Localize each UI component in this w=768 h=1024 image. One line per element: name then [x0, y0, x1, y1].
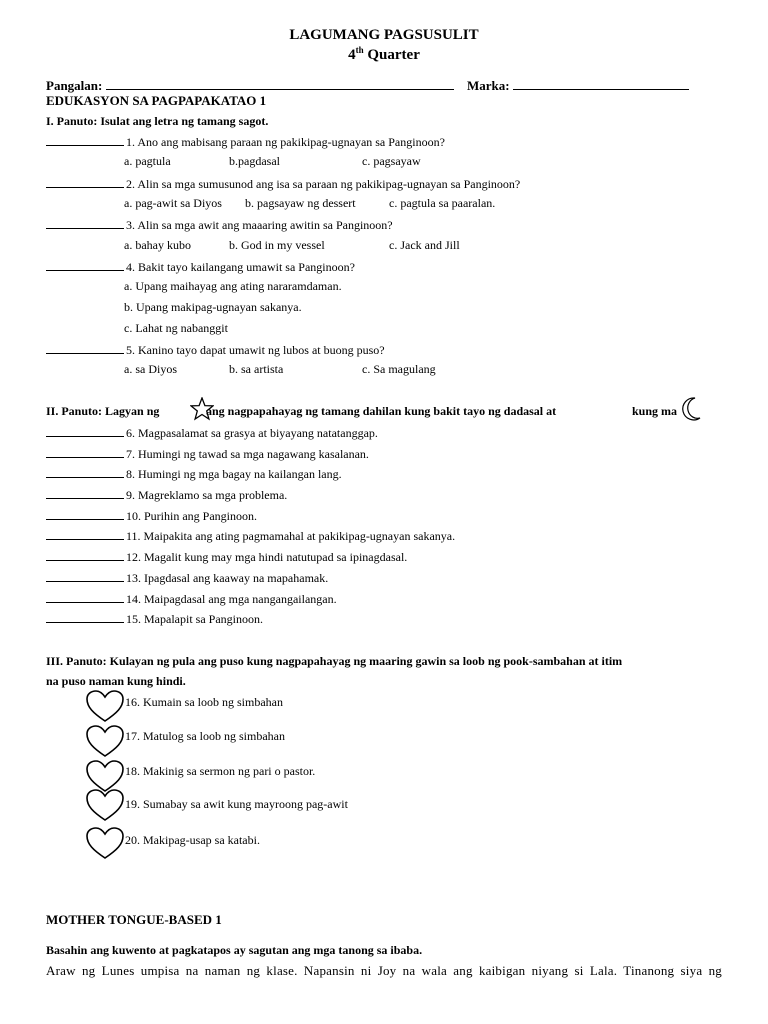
choice: c. Lahat ng nabanggit [124, 321, 228, 335]
item-9: 9. Magreklamo sa mga problema. [46, 487, 287, 503]
item-20: 20. Makipag-usap sa katabi. [125, 833, 260, 847]
exam-title: LAGUMANG PAGSUSULIT [289, 27, 479, 43]
item-19: 19. Sumabay sa awit kung mayroong pag-awit [125, 797, 348, 811]
answer-blank[interactable] [46, 446, 124, 458]
answer-blank[interactable] [46, 217, 124, 229]
item-10: 10. Purihin ang Panginoon. [46, 508, 257, 524]
choice: a. sa Diyos [124, 362, 177, 376]
item-6: 6. Magpasalamat sa grasya at biyayang natatanggap. [46, 425, 378, 441]
answer-blank[interactable] [46, 570, 124, 582]
answer-blank[interactable] [46, 134, 124, 146]
choice: a. bahay kubo [124, 238, 191, 252]
subject-mtb: MOTHER TONGUE-BASED 1 [46, 912, 222, 927]
name-label: Pangalan: [46, 78, 103, 93]
answer-blank[interactable] [46, 176, 124, 188]
quarter-number: 4 [348, 47, 356, 63]
item-13: 13. Ipagdasal ang kaaway na mapahamak. [46, 570, 328, 586]
item-17: 17. Matulog sa loob ng simbahan [125, 729, 285, 743]
item-15: 15. Mapalapit sa Panginoon. [46, 611, 263, 627]
choice: b. pagsayaw ng dessert [245, 196, 356, 210]
score-field [467, 77, 689, 94]
heart-icon[interactable] [85, 788, 125, 822]
item-11: 11. Maipakita ang ating pagmamahal at pakikipag-ugnayan sakanya. [46, 528, 455, 544]
score-label: Marka: [467, 78, 510, 93]
question-2: 2. Alin sa mga sumusunod ang isa sa paraan ng pakikipag-ugnayan sa Panginoon? [46, 176, 520, 192]
item-16: 16. Kumain sa loob ng simbahan [125, 695, 283, 709]
heart-icon[interactable] [85, 689, 125, 723]
answer-blank[interactable] [46, 591, 124, 603]
choice: b.pagdasal [229, 154, 280, 168]
answer-blank[interactable] [46, 466, 124, 478]
question-1: 1. Ano ang mabisang paraan ng pakikipag-ugnayan sa Panginoon? [46, 134, 445, 150]
quarter-suffix: th [355, 45, 364, 55]
choice: b. God in my vessel [229, 238, 325, 252]
answer-blank[interactable] [46, 487, 124, 499]
item-14: 14. Maipagdasal ang mga nangangailangan. [46, 591, 337, 607]
heart-icon[interactable] [85, 724, 125, 758]
quarter-word: Quarter [367, 47, 420, 63]
part1-instruction: I. Panuto: Isulat ang letra ng tamang sagot. [46, 114, 269, 128]
heart-icon[interactable] [85, 826, 125, 860]
story-paragraph: Araw ng Lunes umpisa na naman ng klase. Napansin ni Joy na wala ang kaibigan niyang si Lala. Tinanong siya ng [46, 963, 722, 978]
part3-instruction-line1: III. Panuto: Kulayan ng pula ang puso kung nagpapahayag ng maaring gawin sa loob ng pook-sambahan at itim [46, 654, 623, 668]
part2-instruction-c: kung ma [632, 404, 678, 418]
part2-instruction-a: II. Panuto: Lagyan ng [46, 404, 160, 418]
choice: c. pagsayaw [362, 154, 421, 168]
choice: c. Sa magulang [362, 362, 436, 376]
item-18: 18. Makinig sa sermon ng pari o pastor. [125, 764, 316, 778]
part3-instruction-line2: na puso naman kung hindi. [46, 674, 186, 688]
choice: a. pag-awit sa Diyos [124, 196, 222, 210]
answer-blank[interactable] [46, 425, 124, 437]
story-instruction: Basahin ang kuwento at pagkatapos ay sagutan ang mga tanong sa ibaba. [46, 943, 423, 957]
answer-blank[interactable] [46, 508, 124, 520]
answer-blank[interactable] [46, 528, 124, 540]
name-line[interactable] [106, 77, 454, 90]
item-12: 12. Magalit kung may mga hindi natutupad sa ipinagdasal. [46, 549, 407, 565]
choice: a. Upang maihayag ang ating nararamdaman. [124, 279, 342, 293]
answer-blank[interactable] [46, 259, 124, 271]
part2-instruction-b: ang nagpapahayag ng tamang dahilan kung bakit tayo ng dadasal at [206, 404, 557, 418]
choice: c. Jack and Jill [389, 238, 460, 252]
choice: a. pagtula [124, 154, 171, 168]
question-4: 4. Bakit tayo kailangang umawit sa Panginoon? [46, 259, 355, 275]
item-8: 8. Humingi ng mga bagay na kailangan lang. [46, 466, 342, 482]
question-3: 3. Alin sa mga awit ang maaaring awitin sa Panginoon? [46, 217, 393, 233]
choice: b. sa artista [229, 362, 284, 376]
answer-blank[interactable] [46, 549, 124, 561]
choice: b. Upang makipag-ugnayan sakanya. [124, 300, 302, 314]
choice: c. pagtula sa paaralan. [389, 196, 496, 210]
moon-icon [678, 396, 704, 422]
answer-blank[interactable] [46, 342, 124, 354]
subject-esp: EDUKASYON SA PAGPAPAKATAO 1 [46, 93, 267, 108]
question-5: 5. Kanino tayo dapat umawit ng lubos at buong puso? [46, 342, 385, 358]
item-7: 7. Humingi ng tawad sa mga nagawang kasalanan. [46, 446, 369, 462]
answer-blank[interactable] [46, 611, 124, 623]
name-field [46, 77, 454, 94]
score-line[interactable] [513, 77, 689, 90]
quarter-label [0, 45, 768, 64]
